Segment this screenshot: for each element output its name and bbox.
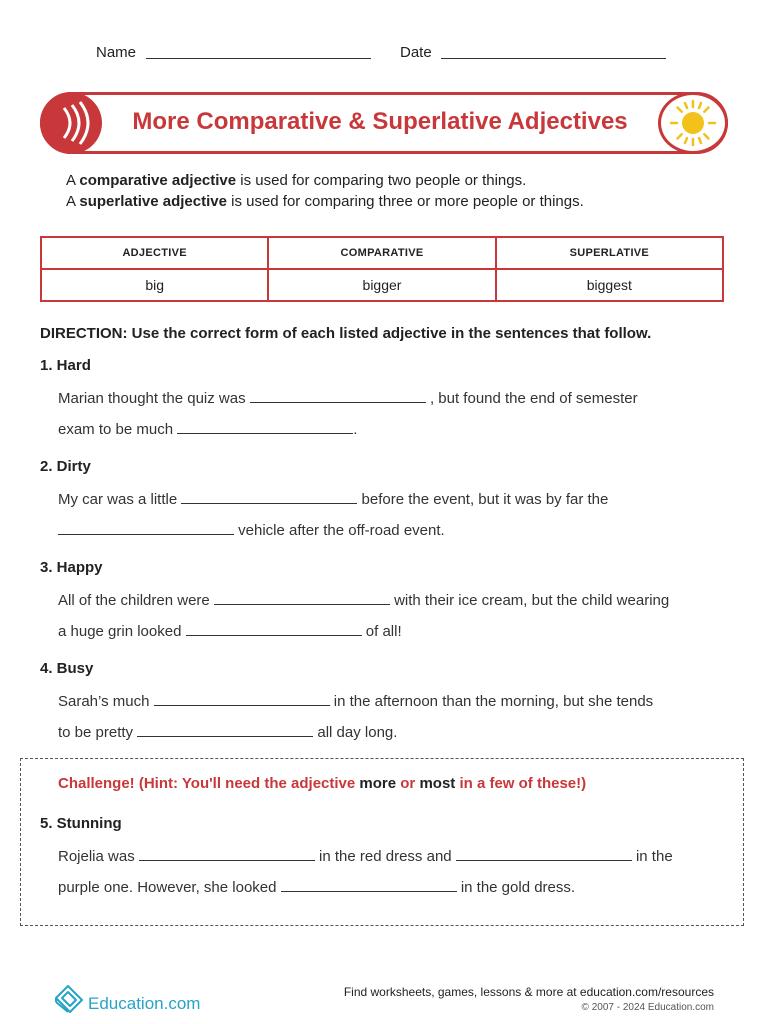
sentence-text: vehicle after the off-road event. <box>234 522 445 539</box>
sentence-text: . <box>353 421 358 438</box>
name-field[interactable] <box>146 58 371 59</box>
footer-copyright: © 2007 - 2024 Education.com <box>581 1002 714 1013</box>
sentence-text: purple one. However, she looked <box>58 879 281 896</box>
column-header: SUPERLATIVE <box>496 237 723 269</box>
intro-superlative <box>66 193 584 210</box>
logo-text: Education.com <box>88 994 201 1013</box>
question-line <box>58 691 653 710</box>
sentence-text: Sarah’s much <box>58 693 154 710</box>
sentence-text: a huge grin looked <box>58 623 186 640</box>
table-header-row <box>41 237 723 269</box>
answer-blank[interactable] <box>139 846 315 861</box>
direction <box>40 325 651 342</box>
question-line <box>58 489 608 508</box>
sentence-text: Marian thought the quiz was <box>58 390 250 407</box>
question-heading: 4. Busy <box>40 660 94 677</box>
sound-waves-icon <box>40 92 102 154</box>
hint-text: or <box>396 775 420 792</box>
page-title: More Comparative & Superlative Adjectives <box>132 108 628 135</box>
question-heading: 3. Happy <box>40 559 103 576</box>
column-header: ADJECTIVE <box>41 237 268 269</box>
answer-blank[interactable] <box>181 489 357 504</box>
question-line <box>58 722 397 741</box>
question-heading: 2. Dirty <box>40 458 91 475</box>
sentence-text: with their ice cream, but the child wearing <box>389 592 670 609</box>
table-cell: big <box>41 269 268 301</box>
sentence-text: , but found the end of semester <box>425 390 638 407</box>
question-heading: 1. Hard <box>40 357 91 374</box>
sentence-text: exam to be much <box>58 421 178 438</box>
answer-blank[interactable] <box>186 621 362 636</box>
sentence-text: Rojelia was <box>58 848 139 865</box>
answer-blank[interactable] <box>154 691 330 706</box>
question-line <box>58 846 673 865</box>
date-field[interactable] <box>441 58 666 59</box>
intro-text: is used for comparing two people or things. <box>236 172 527 189</box>
footer-tagline: Find worksheets, games, lessons & more at education.com/resources <box>343 985 714 999</box>
date-label: Date <box>400 44 432 61</box>
sentence-text: of all! <box>361 623 402 640</box>
table-row <box>41 269 723 301</box>
answer-blank[interactable] <box>177 419 353 434</box>
sentence-text: all day long. <box>313 724 398 741</box>
sun-icon <box>658 92 728 154</box>
term-superlative: superlative adjective <box>79 193 227 210</box>
question-line <box>58 621 402 640</box>
term-comparative: comparative adjective <box>79 172 237 189</box>
adjective-table <box>40 236 724 302</box>
sentence-text: in the red dress and <box>314 848 456 865</box>
sentence-text: in the gold dress. <box>456 879 576 896</box>
direction-label: DIRECTION: <box>40 325 128 342</box>
intro-text: A <box>66 172 80 189</box>
answer-blank[interactable] <box>137 722 313 737</box>
answer-blank[interactable] <box>214 590 390 605</box>
sentence-text: in the <box>631 848 673 865</box>
sentence-text: All of the children were <box>58 592 214 609</box>
sentence-text: in the afternoon than the morning, but she tends <box>329 693 654 710</box>
hint-text: Challenge! (Hint: You'll need the adjective <box>58 775 360 792</box>
sentence-text: before the event, but it was by far the <box>357 491 609 508</box>
answer-blank[interactable] <box>58 520 234 535</box>
answer-blank[interactable] <box>281 877 457 892</box>
sentence-text: My car was a little <box>58 491 182 508</box>
question-line <box>58 590 669 609</box>
question-line <box>58 877 575 896</box>
name-label: Name <box>96 44 137 61</box>
answer-blank[interactable] <box>456 846 632 861</box>
table-cell: bigger <box>268 269 495 301</box>
question-line <box>58 419 357 438</box>
hint-word-more: more <box>359 775 397 792</box>
question-line <box>58 520 445 539</box>
hint-word-most: most <box>419 775 456 792</box>
question-line <box>58 388 638 407</box>
intro-text: is used for comparing three or more people or things. <box>226 193 584 210</box>
hint-text: in a few of these!) <box>455 775 587 792</box>
sentence-text: to be pretty <box>58 724 138 741</box>
answer-blank[interactable] <box>250 388 426 403</box>
challenge-hint <box>58 775 586 792</box>
direction-text: Use the correct form of each listed adjective in the sentences that follow. <box>127 325 652 342</box>
question-heading: 5. Stunning <box>40 815 122 832</box>
intro-text: A <box>66 193 80 210</box>
intro-comparative <box>66 172 526 189</box>
table-cell: biggest <box>496 269 723 301</box>
column-header: COMPARATIVE <box>268 237 495 269</box>
education-logo-icon <box>52 980 86 1019</box>
